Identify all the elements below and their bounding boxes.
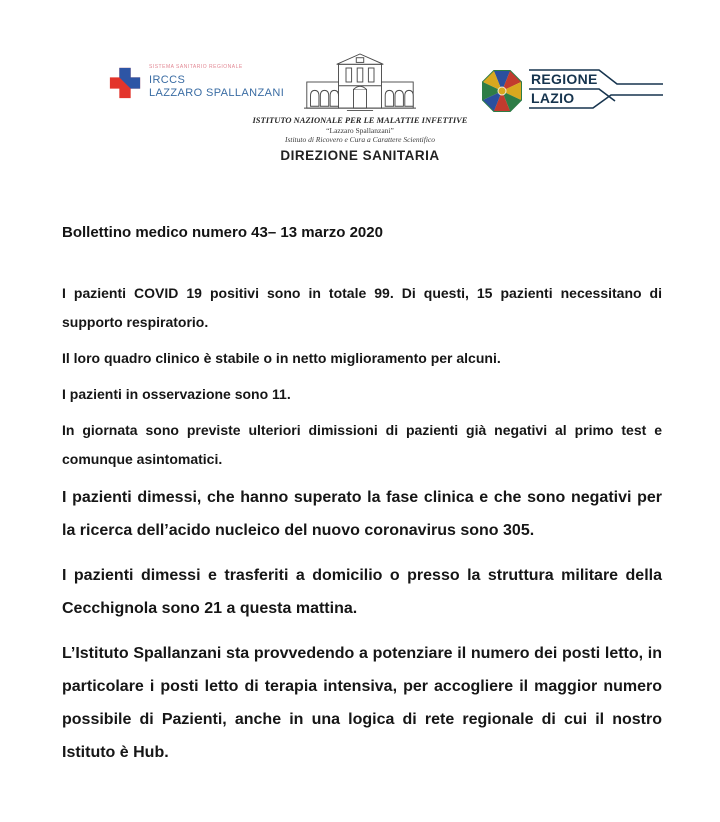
institute-title: ISTITUTO NAZIONALE PER LE MALATTIE INFETTIVE (252, 115, 468, 125)
bulletin-paragraph-5: I pazienti dimessi, che hanno superato la fase clinica e che sono negativi per la ricerca dell’acido nucleico del nuovo coronavirus sono 305. (62, 489, 662, 539)
bulletin-title: Bollettino medico numero 43– 13 marzo 2020 (62, 224, 383, 241)
lazio-text: LAZIO (531, 90, 575, 106)
bulletin-body (0, 224, 720, 769)
irccs-name-line1: IRCCS (149, 74, 186, 86)
institute-name: “Lazzaro Spallanzani” (326, 126, 394, 135)
institute-building-icon (304, 52, 416, 112)
bulletin-paragraph-6: I pazienti dimessi e trasferiti a domicilio o presso la struttura militare della Cecchignola sono 21 a questa mattina. (62, 567, 662, 617)
bulletin-paragraph-2: Il loro quadro clinico è stabile o in netto miglioramento per alcuni. (62, 350, 501, 366)
institute-subtitle: Istituto di Ricovero e Cura a Carattere Scientifico (284, 135, 436, 144)
institute-logo (240, 52, 480, 163)
bulletin-paragraph-3: I pazienti in osservazione sono 11. (62, 386, 291, 402)
institute-department: DIREZIONE SANITARIA (280, 148, 440, 163)
irccs-tagline: SISTEMA SANITARIO REGIONALE (149, 64, 243, 70)
lazio-emblem-icon (482, 70, 522, 112)
medical-cross-icon (108, 66, 142, 100)
bulletin-paragraph-4: In giornata sono previste ulteriori dimissioni di pazienti già negativi al primo test e comunque asintomatici. (62, 422, 662, 467)
lazio-wordmark (529, 66, 663, 116)
irccs-name-line2: LAZZARO SPALLANZANI (149, 87, 285, 99)
letterhead (0, 0, 720, 172)
bulletin-paragraph-1: I pazienti COVID 19 positivi sono in totale 99. Di questi, 15 pazienti necessitano di supporto respiratorio. (62, 285, 662, 330)
bulletin-paragraph-7: L’Istituto Spallanzani sta provvedendo a potenziare il numero dei posti letto, in particolare i posti letto di terapia intensiva, per accogliere il maggior numero possibile di Pazienti, anche in una logica di rete regionale di cui il nostro Istituto è Hub. (62, 645, 662, 761)
regione-lazio-logo (482, 66, 663, 116)
regione-text: REGIONE (531, 71, 598, 87)
